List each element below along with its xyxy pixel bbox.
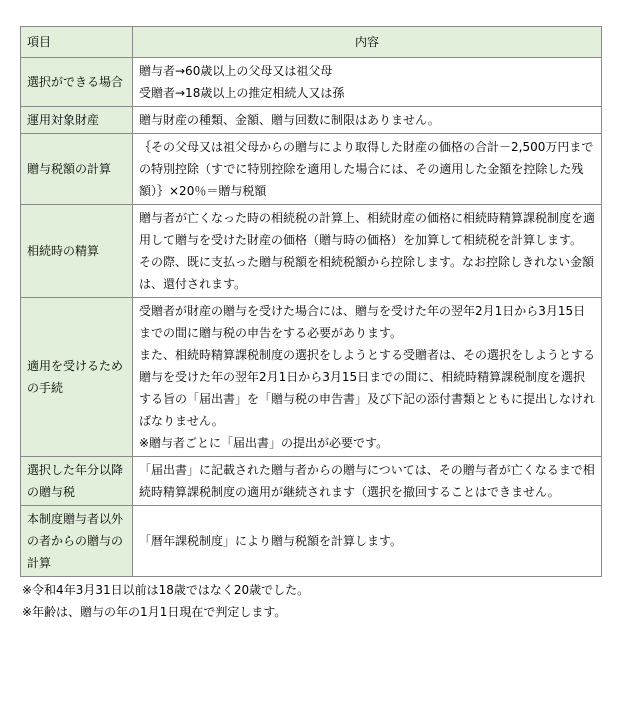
row-content-paragraph: また、相続時精算課税制度の選択をしようとする受贈者は、その選択をしようとする贈与を受けた年の翌年2月1日から3月15日までの間に、相続時精算課税制度を選択する旨の「届出書」を「贈与税の申告書」及び下記の添付書類とともに提出しなければなりません。 [139,348,596,428]
footnote: ※令和4年3月31日以前は18歳ではなく20歳でした。 [22,583,310,597]
row-item-label: 本制度贈与者以外の者からの贈与の計算 [21,506,133,577]
row-content [133,457,602,506]
row-item-label: 贈与税額の計算 [21,134,133,205]
table-row [21,506,602,577]
row-content-paragraph: 贈与者が亡くなった時の相続税の計算上、相続財産の価格に相続時精算課税制度を適用して贈与を受けた財産の価格（贈与時の価格）を加算して相続税を計算します。 [139,211,596,247]
row-item-label: 選択ができる場合 [21,58,133,107]
table-row [21,205,602,298]
header-item: 項目 [21,27,133,58]
row-content [133,58,602,107]
row-content-paragraph: 贈与者→60歳以上の父母又は祖父母 [139,64,333,78]
row-item-label: 相続時の精算 [21,205,133,298]
row-content [133,107,602,134]
row-item-label: 適用を受けるための手続 [21,298,133,457]
header-content: 内容 [133,27,602,58]
row-content-paragraph: 受贈者が財産の贈与を受けた場合には、贈与を受けた年の翌年2月1日から3月15日までの間に贈与税の申告をする必要があります。 [139,304,586,340]
row-item-label: 運用対象財産 [21,107,133,134]
footnotes [20,579,601,623]
row-content [133,298,602,457]
table-row [21,134,602,205]
table-row [21,107,602,134]
gift-tax-table [20,26,602,577]
row-content-paragraph: ｛その父母又は祖父母からの贈与により取得した財産の価格の合計－2,500万円までの特別控除（すでに特別控除を適用した場合には、その適用した金額を控除した残額）｝×20％＝贈与税額 [139,140,594,198]
row-item-label: 選択した年分以降の贈与税 [21,457,133,506]
table-row [21,58,602,107]
table-row [21,457,602,506]
row-content-paragraph: 「暦年課税制度」により贈与税額を計算します。 [139,534,403,548]
row-content [133,506,602,577]
row-content-paragraph: 贈与財産の種類、金額、贈与回数に制限はありません。 [139,113,440,127]
row-content-paragraph: ※贈与者ごとに「届出書」の提出が必要です。 [139,436,389,450]
row-content-paragraph: 受贈者→18歳以上の推定相続人又は孫 [139,86,345,100]
table-row [21,298,602,457]
table-body [21,58,602,577]
row-content-paragraph: 「届出書」に記載された贈与者からの贈与については、その贈与者が亡くなるまで相続時精算課税制度の適用が継続されます（選択を撤回することはできません。 [139,463,595,499]
row-content [133,205,602,298]
table-header-row [21,27,602,58]
row-content [133,134,602,205]
footnote: ※年齢は、贈与の年の1月1日現在で判定します。 [22,605,287,619]
row-content-paragraph: その際、既に支払った贈与税額を相続税額から控除します。なお控除しきれない金額は、還付されます。 [139,255,595,291]
document [20,26,601,623]
